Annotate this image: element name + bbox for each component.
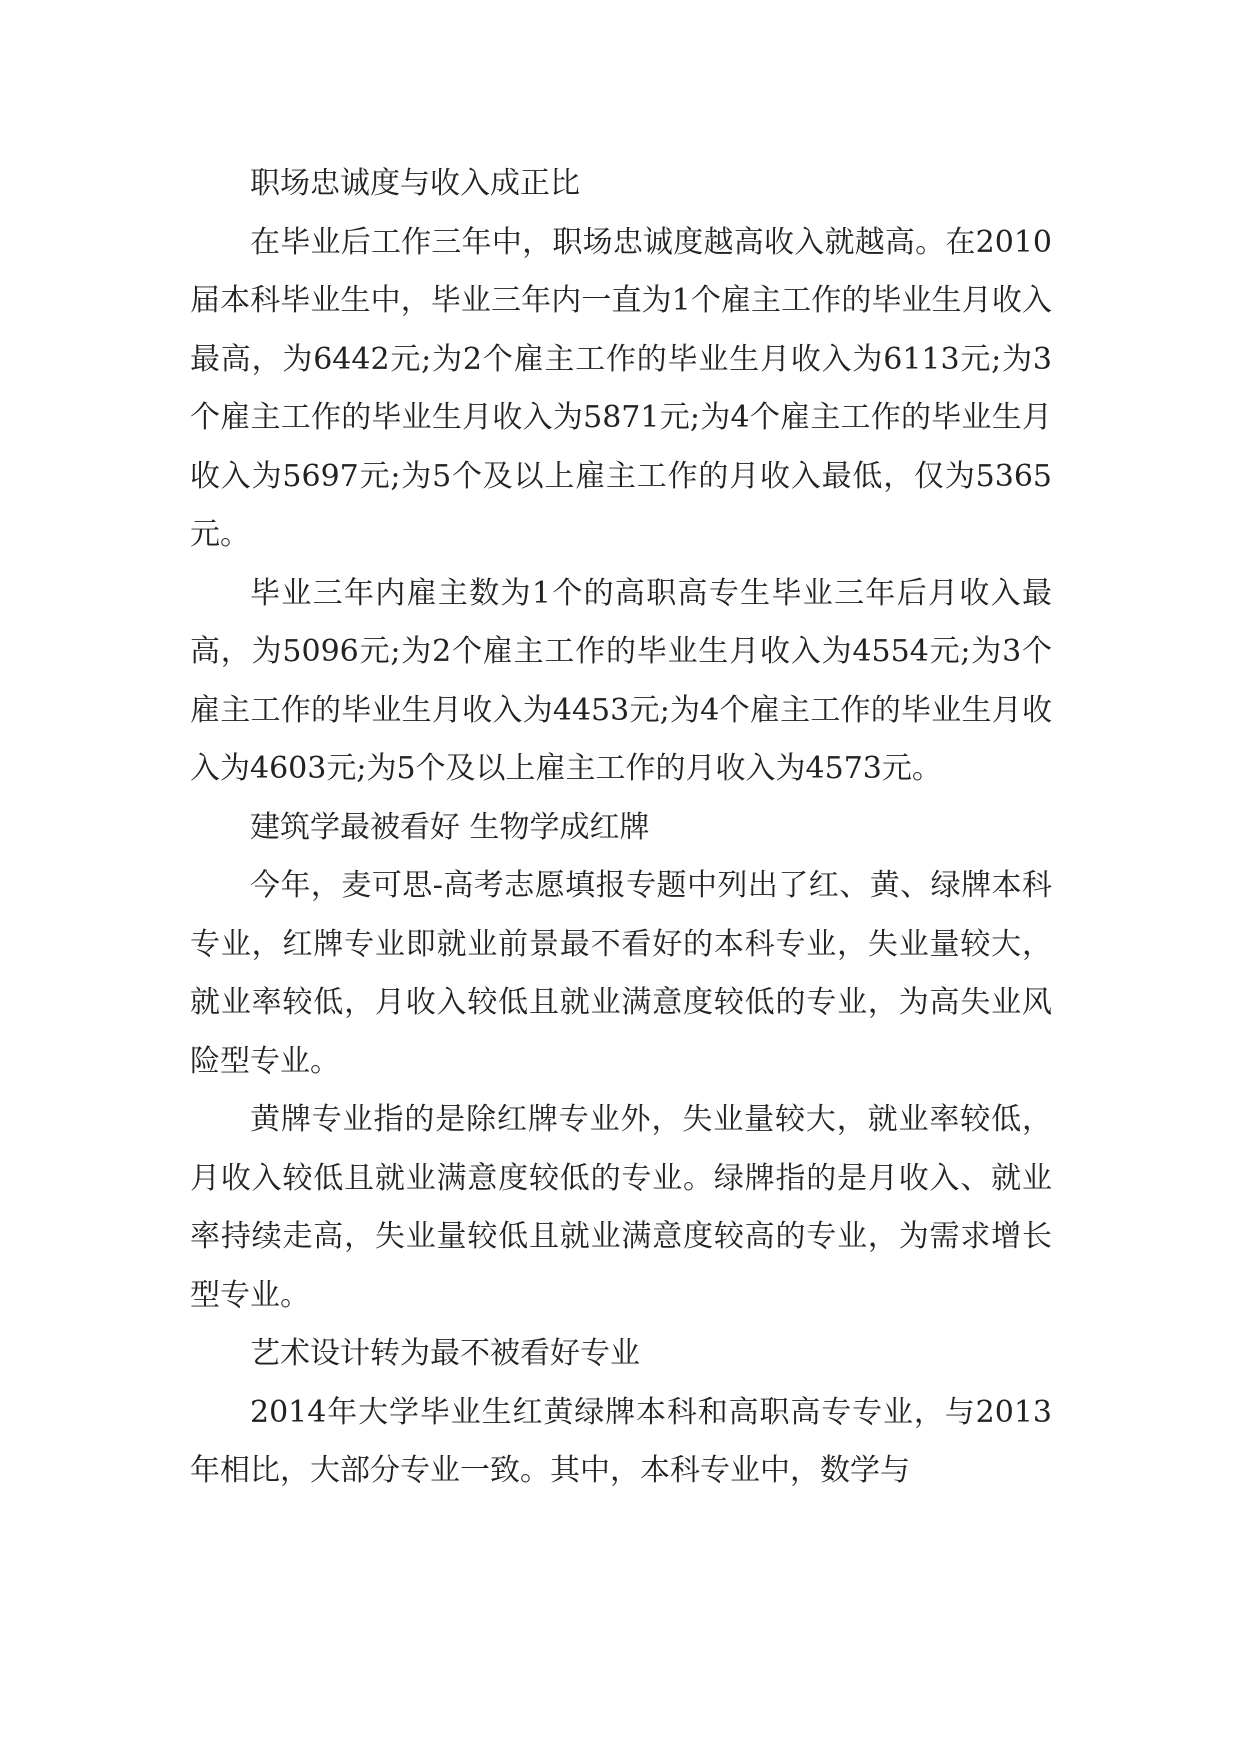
section-heading-architecture: 建筑学最被看好 生物学成红牌	[250, 809, 650, 845]
paragraph-yellow-green-card: 黄牌专业指的是除红牌专业外，失业量较大，就业率较低，月收入较低且就业满意度较低的专业。绿牌指的是月收入、就业率持续走高，失业量较低且就业满意度较高的专业，为需求增长型专业。	[190, 1102, 1052, 1313]
section-heading-loyalty: 职场忠诚度与收入成正比	[250, 166, 580, 201]
paragraph-undergrad-income: 在毕业后工作三年中，职场忠诚度越高收入就越高。在2010届本科毕业生中，毕业三年内一直为1个雇主工作的毕业生月收入最高，为6442元;为2个雇主工作的毕业生月收入为6113元;为3个雇主工作的毕业生月收入为5871元;为4个雇主工作的毕业生月收入为5697元;为5个及以上雇主工作的月收入最低，仅为5365元。	[190, 224, 1052, 552]
paragraph-red-card: 今年，麦可思-高考志愿填报专题中列出了红、黄、绿牌本科专业，红牌专业即就业前景最不看好的本科专业，失业量较大，就业率较低，月收入较低且就业满意度较低的专业，为高失业风险型专业。	[190, 868, 1052, 1079]
document-page	[190, 155, 1052, 1501]
paragraph-vocational-income: 毕业三年内雇主数为1个的高职高专生毕业三年后月收入最高，为5096元;为2个雇主工作的毕业生月收入为4554元;为3个雇主工作的毕业生月收入为4453元;为4个雇主工作的毕业生月收入为4603元;为5个及以上雇主工作的月收入为4573元。	[190, 575, 1052, 786]
paragraph-2014-comparison: 2014年大学毕业生红黄绿牌本科和高职高专专业，与2013年相比，大部分专业一致。其中，本科专业中，数学与	[190, 1394, 1052, 1488]
section-heading-art-design: 艺术设计转为最不被看好专业	[250, 1336, 640, 1371]
